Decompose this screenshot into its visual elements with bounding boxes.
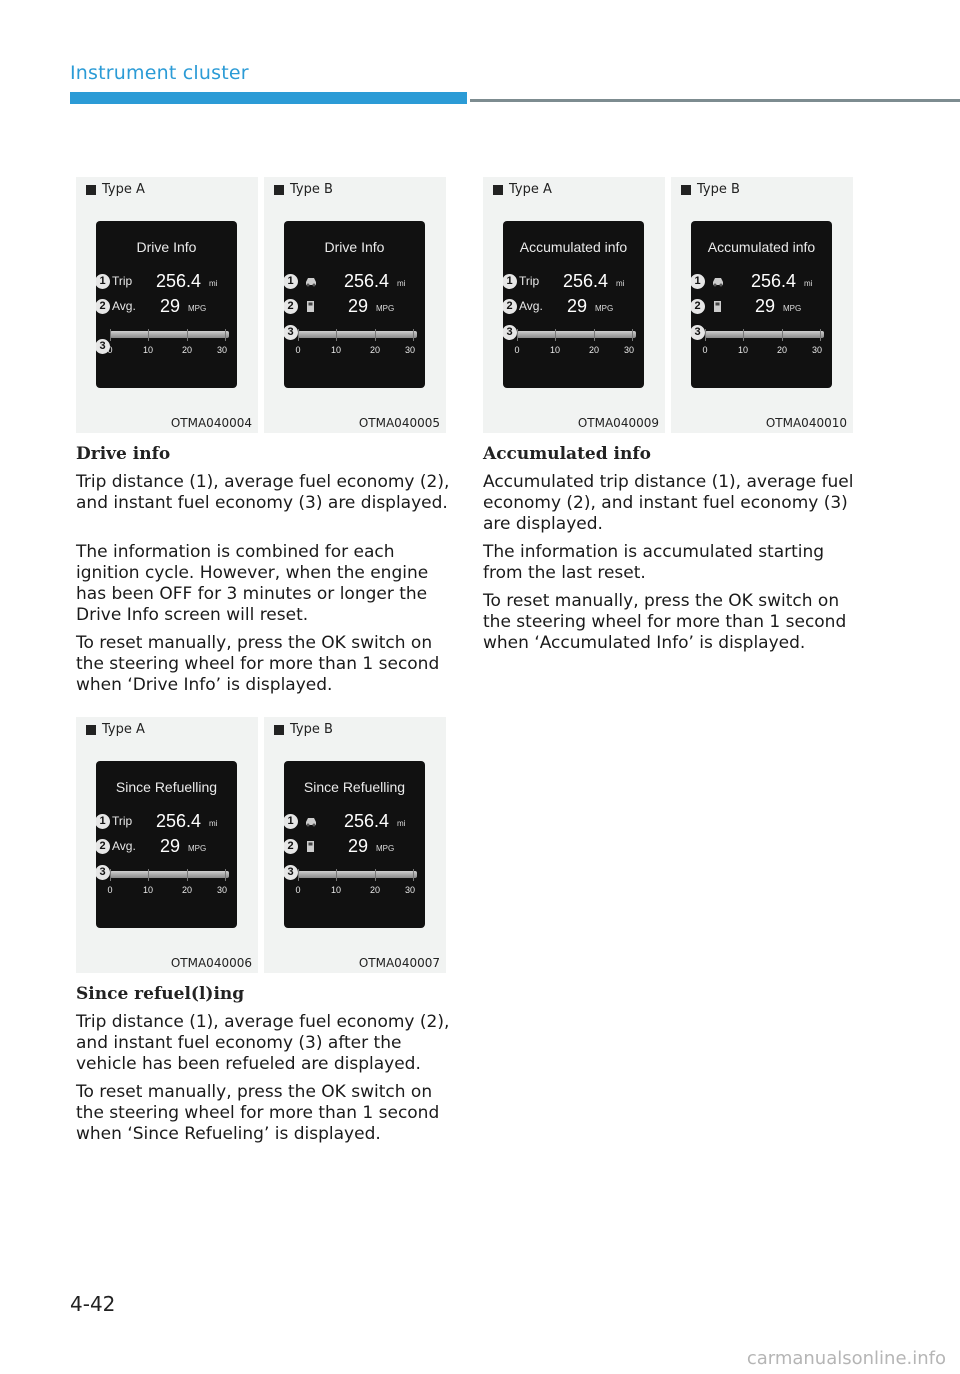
avg-value: 29 [755,296,776,316]
badge-3: 3 [96,865,110,880]
gauge-tick-label: 0 [107,885,113,895]
square-bullet-icon [86,185,96,195]
instant-fuel-gauge [96,865,237,903]
trip-unit: mi [804,279,813,288]
type-label: Type B [697,182,740,197]
gauge-tick-label: 0 [514,345,520,355]
trip-unit: mi [209,279,218,288]
badge-2: 2 [284,839,298,854]
avg-label: Avg. [112,299,136,313]
fuel-pump-icon [304,841,318,852]
trip-row [503,271,644,293]
badge-2: 2 [96,839,110,854]
trip-row [284,271,425,293]
badge-2: 2 [691,299,705,314]
avg-unit: MPG [376,844,395,853]
figure-code: OTMA040010 [765,416,847,430]
screen-title: Drive Info [136,239,197,255]
paragraph: To reset manually, press the OK switch on the steering wheel for more than 1 second when ‘Drive Info’ is displayed. [76,633,440,695]
screen-title: Since Refuelling [303,779,406,795]
trip-label: Trip [519,274,540,288]
screen-title: Accumulated info [707,239,816,255]
gauge-tick-label: 0 [295,345,301,355]
panel-type-a [483,177,665,433]
gauge-bar [298,331,417,338]
type-label: Type A [509,182,552,197]
avg-label: Avg. [519,299,543,313]
badge-3: 3 [284,325,298,340]
avg-row [284,296,425,318]
square-bullet-icon [681,185,691,195]
trip-row [691,271,832,293]
cluster-screen [284,761,425,928]
avg-row [284,836,425,858]
cluster-screen [96,221,237,388]
gauge-tick-label: 30 [623,345,635,355]
screen-title: Drive Info [324,239,385,255]
trip-label: Trip [112,274,133,288]
type-label: Type A [102,182,145,197]
cluster-screen [96,761,237,928]
gauge-tick-label: 10 [330,885,342,895]
gauge-tick-label: 20 [369,885,381,895]
gauge-bar [298,871,417,878]
paragraph: Accumulated trip distance (1), average fuel economy (2), and instant fuel economy (3) are displayed. [483,472,854,534]
panel-type-a [76,177,258,433]
square-bullet-icon [86,725,96,735]
instant-fuel-gauge [503,325,644,363]
gauge-tick-label: 30 [404,345,416,355]
fuel-pump-icon [711,301,725,312]
paragraph: Trip distance (1), average fuel economy (2), and instant fuel economy (3) after the vehicle has been refueled are displayed. [76,1012,450,1074]
cluster-screen [284,221,425,388]
fuel-pump-icon [304,301,318,312]
gauge-tick-label: 20 [181,885,193,895]
avg-row [691,296,832,318]
figure-code: OTMA040007 [358,956,440,970]
trip-unit: mi [397,819,406,828]
avg-unit: MPG [188,844,207,853]
section-title-accumulated-info: Accumulated info [483,444,652,464]
header-bar-gray [470,99,960,102]
avg-unit: MPG [783,304,802,313]
screen-title: Accumulated info [519,239,628,255]
badge-1: 1 [284,814,298,829]
paragraph: To reset manually, press the OK switch on the steering wheel for more than 1 second when ‘Accumulated Info’ is displayed. [483,591,847,653]
badge-3: 3 [691,325,705,340]
trip-value: 256.4 [751,271,797,291]
figure-code: OTMA040009 [577,416,659,430]
gauge-tick-label: 30 [216,345,228,355]
avg-label: Avg. [112,839,136,853]
badge-1: 1 [96,274,110,289]
car-icon [711,276,725,287]
panel-type-b [264,177,446,433]
type-label: Type A [102,722,145,737]
avg-value: 29 [348,836,369,856]
badge-2: 2 [96,299,110,314]
paragraph: The information is accumulated starting from the last reset. [483,542,825,583]
figure-since-refuelling [76,717,446,973]
badge-1: 1 [691,274,705,289]
instant-fuel-gauge [96,325,237,363]
paragraph: To reset manually, press the OK switch on the steering wheel for more than 1 second when ‘Since Refueling’ is displayed. [76,1082,440,1144]
watermark: carmanualsonline.info [746,1348,946,1369]
header-bar-blue [70,92,467,104]
gauge-tick-label: 0 [702,345,708,355]
paragraph: Trip distance (1), average fuel economy (2), and instant fuel economy (3) are displayed. [76,472,450,513]
trip-row [96,811,237,833]
badge-3: 3 [503,325,517,340]
trip-value: 256.4 [156,271,202,291]
section-title-drive-info: Drive info [76,444,171,464]
trip-value: 256.4 [344,811,390,831]
avg-value: 29 [160,296,181,316]
instant-fuel-gauge [691,325,832,363]
figure-code: OTMA040006 [170,956,252,970]
badge-1: 1 [284,274,298,289]
avg-unit: MPG [376,304,395,313]
gauge-tick-label: 0 [107,345,113,355]
type-label: Type B [290,182,333,197]
gauge-tick-label: 10 [142,345,154,355]
page-number: 4-42 [70,1292,116,1316]
panel-type-b [264,717,446,973]
gauge-tick-label: 20 [369,345,381,355]
trip-row [96,271,237,293]
gauge-tick-label: 30 [216,885,228,895]
section-title-since-refuel: Since refuel(l)ing [76,984,245,1004]
paragraph: The information is combined for each ignition cycle. However, when the engine has been OFF for 3 minutes or longer the Drive Info screen will reset. [76,542,429,625]
avg-row [503,296,644,318]
badge-1: 1 [503,274,517,289]
gauge-bar [705,331,824,338]
gauge-tick-label: 30 [811,345,823,355]
gauge-tick-label: 10 [142,885,154,895]
panel-type-b [671,177,853,433]
badge-2: 2 [284,299,298,314]
avg-unit: MPG [188,304,207,313]
badge-2: 2 [503,299,517,314]
gauge-tick-label: 20 [588,345,600,355]
screen-title: Since Refuelling [115,779,218,795]
badge-3: 3 [284,865,298,880]
avg-value: 29 [348,296,369,316]
panel-type-a [76,717,258,973]
square-bullet-icon [274,725,284,735]
type-label: Type B [290,722,333,737]
square-bullet-icon [274,185,284,195]
instant-fuel-gauge [284,865,425,903]
trip-value: 256.4 [563,271,609,291]
square-bullet-icon [493,185,503,195]
car-icon [304,816,318,827]
trip-unit: mi [616,279,625,288]
gauge-tick-label: 20 [181,345,193,355]
header-title: Instrument cluster [70,62,249,84]
avg-row [96,836,237,858]
badge-1: 1 [96,814,110,829]
instant-fuel-gauge [284,325,425,363]
badge-3: 3 [96,339,110,354]
figure-code: OTMA040005 [358,416,440,430]
figure-accumulated-info [483,177,853,433]
gauge-bar [517,331,636,338]
avg-unit: MPG [595,304,614,313]
trip-row [284,811,425,833]
cluster-screen [503,221,644,388]
trip-unit: mi [397,279,406,288]
gauge-tick-label: 20 [776,345,788,355]
gauge-tick-label: 0 [295,885,301,895]
avg-value: 29 [160,836,181,856]
figure-drive-info [76,177,446,433]
gauge-tick-label: 10 [330,345,342,355]
gauge-tick-label: 10 [737,345,749,355]
car-icon [304,276,318,287]
avg-value: 29 [567,296,588,316]
trip-unit: mi [209,819,218,828]
trip-value: 256.4 [156,811,202,831]
trip-label: Trip [112,814,133,828]
avg-row [96,296,237,318]
gauge-bar [110,331,229,338]
gauge-tick-label: 30 [404,885,416,895]
cluster-screen [691,221,832,388]
gauge-tick-label: 10 [549,345,561,355]
gauge-bar [110,871,229,878]
figure-code: OTMA040004 [170,416,252,430]
trip-value: 256.4 [344,271,390,291]
